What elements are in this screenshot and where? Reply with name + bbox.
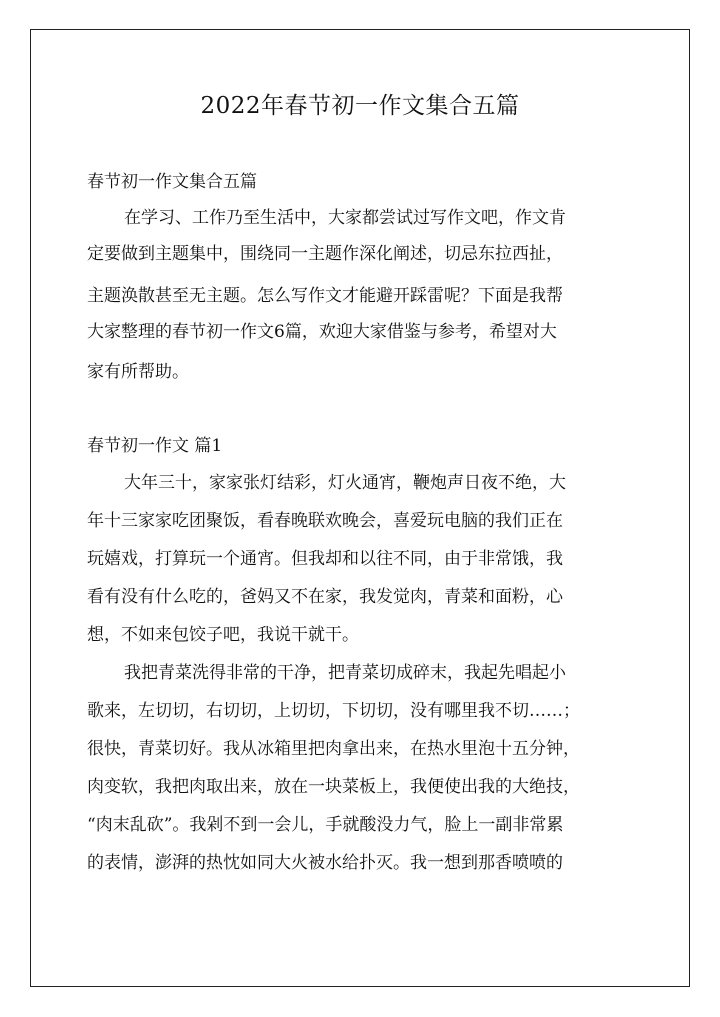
intro-line: 大家整理的春节初一作文6篇，欢迎大家借鉴与参考，希望对大 (87, 322, 557, 342)
intro-line: 在学习、工作乃至生活中，大家都尝试过写作文吧，作文肯 (124, 208, 566, 228)
section1-para1-line: 看有没有什么吃的，爸妈又不在家，我发觉肉，青菜和面粉，心 (87, 587, 563, 607)
intro-line: 主题涣散甚至无主题。怎么写作文才能避开踩雷呢？下面是我帮 (87, 286, 563, 306)
section1-para2-line: “肉末乱砍”。我剁不到一会儿，手就酸没力气，脸上一副非常累 (87, 815, 564, 835)
section1-para2-line: 很快，青菜切好。我从冰箱里把肉拿出来，在热水里泡十五分钟， (87, 739, 580, 759)
section1-heading: 春节初一作文 篇1 (87, 436, 223, 456)
intro-line: 家有所帮助。 (87, 362, 189, 382)
section1-para2-line: 肉变软，我把肉取出来，放在一块菜板上，我便使出我的大绝技， (87, 777, 580, 797)
section1-para1-line: 玩嬉戏，打算玩一个通宵。但我却和以往不同，由于非常饿，我 (87, 549, 563, 569)
section1-para2-line: 歌来，左切切，右切切，上切切，下切切，没有哪里我不切……； (87, 701, 580, 721)
document-title: 2022年春节初一作文集合五篇 (200, 93, 520, 119)
section1-para1-line: 年十三家家吃团聚饭，看春晚联欢晚会，喜爱玩电脑的我们正在 (87, 511, 563, 531)
section1-para1-line: 大年三十，家家张灯结彩，灯火通宵，鞭炮声日夜不绝，大 (124, 473, 566, 493)
intro-heading: 春节初一作文集合五篇 (87, 172, 257, 192)
section1-para2-line: 我把青菜洗得非常的干净，把青菜切成碎末，我起先唱起小 (124, 663, 566, 683)
section1-para2-line: 的表情，澎湃的热忱如同大火被水给扑灭。我一想到那香喷喷的 (87, 853, 563, 873)
section1-para1-line: 想，不如来包饺子吧，我说干就干。 (87, 625, 359, 645)
intro-line: 定要做到主题集中，围绕同一主题作深化阐述，切忌东拉西扯， (87, 244, 563, 264)
